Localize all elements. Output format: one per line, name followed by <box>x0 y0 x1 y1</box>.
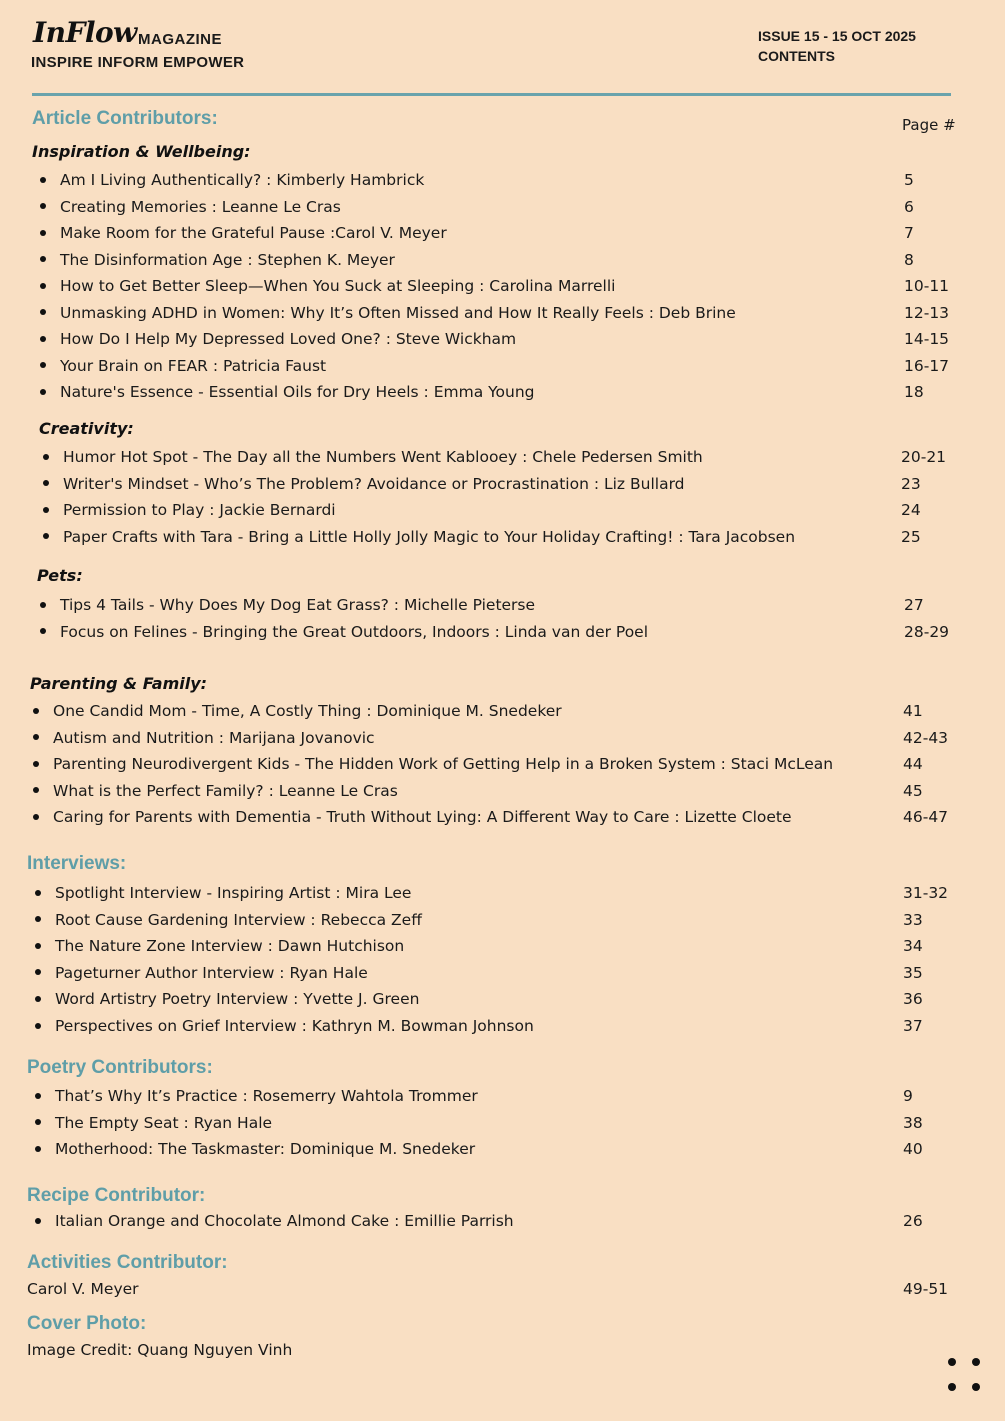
list-item-page-number: 25 <box>901 527 921 546</box>
list-item-title: One Candid Mom - Time, A Costly Thing : Dominique M. Snedeker <box>53 702 562 720</box>
list-item[interactable] <box>40 195 341 219</box>
magazine-word: MAGAZINE <box>138 31 222 48</box>
list-item-page-number: 40 <box>903 1140 923 1159</box>
list-item-title: Pageturner Author Interview : Ryan Hale <box>55 963 368 982</box>
bullet-icon <box>43 533 49 539</box>
list-item[interactable] <box>43 525 795 549</box>
list-item[interactable] <box>40 168 424 192</box>
decorative-dots-icon <box>944 1354 984 1394</box>
bullet-icon <box>35 996 41 1002</box>
list-item-title: Word Artistry Poetry Interview : Yvette J. Green <box>55 990 420 1009</box>
list-item-page-number: 9 <box>903 1087 913 1105</box>
bullet-icon <box>33 814 39 820</box>
bullet-icon <box>33 761 39 767</box>
category-title-creativity: Creativity: <box>39 419 134 438</box>
bullet-icon <box>35 1119 41 1125</box>
list-item[interactable] <box>33 726 375 750</box>
bullet-icon <box>40 256 46 262</box>
bullet-icon <box>40 177 46 183</box>
section-title-cover-photo: Cover Photo: <box>27 1313 147 1334</box>
list-item[interactable] <box>40 248 395 272</box>
list-item[interactable] <box>35 908 422 932</box>
list-item-page-number: 5 <box>904 171 914 189</box>
list-item-page-number: 37 <box>903 1017 923 1035</box>
section-title-activities: Activities Contributor: <box>27 1252 228 1273</box>
bullet-icon <box>40 283 46 289</box>
bullet-icon <box>40 309 46 315</box>
list-item-page-number: 45 <box>903 781 923 800</box>
category-title-parenting: Parenting & Family: <box>30 674 208 693</box>
list-item[interactable] <box>43 498 336 522</box>
bullet-icon <box>35 969 41 975</box>
list-item[interactable] <box>40 593 535 617</box>
list-item-page-number: 8 <box>904 250 914 269</box>
bullet-icon <box>40 336 46 342</box>
list-item-title: Caring for Parents with Dementia - Truth Without Lying: A Different Way to Care : Lizette Cloete <box>53 808 792 826</box>
list-item-page-number: 36 <box>903 990 923 1009</box>
cover-photo-credit: Image Credit: Quang Nguyen Vinh <box>27 1341 293 1359</box>
magazine-logo: InFlow <box>33 16 137 49</box>
bullet-icon <box>35 890 41 896</box>
list-item-page-number: 10-11 <box>904 277 950 295</box>
bullet-icon <box>40 230 46 236</box>
list-item-page-number: 6 <box>904 197 914 216</box>
list-item-title: Autism and Nutrition : Marijana Jovanovic <box>53 728 375 747</box>
bullet-icon <box>35 1093 41 1099</box>
bullet-icon <box>43 480 49 486</box>
bullet-icon <box>35 1146 41 1152</box>
issue-date: ISSUE 15 - 15 OCT 2025 <box>758 28 916 44</box>
list-item[interactable] <box>35 881 411 905</box>
list-item-page-number: 44 <box>903 755 923 773</box>
list-item-title: The Nature Zone Interview : Dawn Hutchison <box>55 937 405 956</box>
masthead <box>0 0 1005 100</box>
list-item-title: Make Room for the Grateful Pause :Carol V. Meyer <box>60 224 447 242</box>
list-item-title: Humor Hot Spot - The Day all the Numbers Went Kablooey : Chele Pedersen Smith <box>63 448 703 466</box>
bullet-icon <box>43 454 49 460</box>
list-item-title: Your Brain on FEAR : Patricia Faust <box>60 356 327 375</box>
list-item-page-number: 41 <box>903 702 923 720</box>
list-item-page-number: 20-21 <box>901 448 947 466</box>
list-item-page-number: 18 <box>904 383 924 401</box>
category-title-inspiration: Inspiration & Wellbeing: <box>32 142 251 161</box>
bullet-icon <box>40 389 46 395</box>
list-item-title: Motherhood: The Taskmaster: Dominique M. Snedeker <box>55 1140 476 1159</box>
bullet-icon <box>35 943 41 949</box>
bullet-icon <box>40 628 46 634</box>
bullet-icon <box>35 916 41 922</box>
list-item-title: Tips 4 Tails - Why Does My Dog Eat Grass? : Michelle Pieterse <box>60 596 536 614</box>
list-item[interactable] <box>35 961 368 985</box>
category-title-pets: Pets: <box>37 566 83 585</box>
list-item-title: Parenting Neurodivergent Kids - The Hidden Work of Getting Help in a Broken System : Staci McLean <box>53 755 834 773</box>
list-item-title: Nature's Essence - Essential Oils for Dry Heels : Emma Young <box>60 383 535 401</box>
list-item-page-number: 7 <box>904 224 914 242</box>
activities-page-number: 49-51 <box>903 1280 949 1298</box>
list-item-page-number: 16-17 <box>904 356 950 375</box>
list-item[interactable] <box>35 1084 478 1108</box>
contents-label: CONTENTS <box>758 48 835 64</box>
list-item-title: How to Get Better Sleep—When You Suck at Sleeping : Carolina Marrelli <box>60 277 616 295</box>
list-item[interactable] <box>40 327 516 351</box>
section-title-article-contributors: Article Contributors: <box>32 108 218 129</box>
list-item[interactable] <box>43 445 703 469</box>
bullet-icon <box>40 602 46 608</box>
bullet-icon <box>35 1218 41 1224</box>
section-title-poetry: Poetry Contributors: <box>27 1057 213 1078</box>
list-item[interactable] <box>35 1209 514 1233</box>
list-item[interactable] <box>35 1111 272 1135</box>
list-item-page-number: 46-47 <box>903 808 949 826</box>
list-item-title: Root Cause Gardening Interview : Rebecca Zeff <box>55 910 422 929</box>
list-item-page-number: 34 <box>903 937 923 956</box>
list-item-title: How Do I Help My Depressed Loved One? : Steve Wickham <box>60 330 517 348</box>
list-item-page-number: 35 <box>903 963 923 982</box>
bullet-icon <box>33 708 39 714</box>
bullet-icon <box>40 203 46 209</box>
bullet-icon <box>43 507 49 513</box>
section-title-interviews: Interviews: <box>27 853 127 874</box>
bullet-icon <box>40 362 46 368</box>
list-item-title: That’s Why It’s Practice : Rosemerry Wahtola Trommer <box>55 1087 478 1105</box>
list-item-title: Spotlight Interview - Inspiring Artist : Mira Lee <box>55 884 412 902</box>
list-item-page-number: 23 <box>901 474 921 493</box>
list-item-page-number: 38 <box>903 1113 923 1132</box>
list-item-title: Am I Living Authentically? : Kimberly Hambrick <box>60 171 425 189</box>
list-item[interactable] <box>43 472 685 496</box>
list-item[interactable] <box>33 779 398 803</box>
list-item-title: The Empty Seat : Ryan Hale <box>55 1113 273 1132</box>
activities-contributor-name: Carol V. Meyer <box>27 1280 139 1298</box>
list-item-page-number: 28-29 <box>904 622 950 641</box>
list-item[interactable] <box>35 934 404 958</box>
list-item-title: Creating Memories : Leanne Le Cras <box>60 197 341 216</box>
bullet-icon <box>35 1023 41 1029</box>
list-item-page-number: 42-43 <box>903 728 949 747</box>
list-item[interactable] <box>40 221 447 245</box>
list-item-title: Italian Orange and Chocolate Almond Cake : Emillie Parrish <box>55 1212 514 1230</box>
list-item[interactable] <box>40 380 535 404</box>
list-item[interactable] <box>40 354 326 378</box>
list-item-page-number: 14-15 <box>904 330 950 348</box>
list-item[interactable] <box>35 1137 475 1161</box>
list-item-title: Permission to Play : Jackie Bernardi <box>63 501 336 519</box>
list-item-page-number: 31-32 <box>903 884 949 902</box>
list-item-page-number: 33 <box>903 910 923 929</box>
list-item-title: The Disinformation Age : Stephen K. Meyer <box>60 250 395 269</box>
list-item-title: Focus on Felines - Bringing the Great Outdoors, Indoors : Linda van der Poel <box>60 622 649 641</box>
list-item-title: What is the Perfect Family? : Leanne Le Cras <box>53 781 398 800</box>
list-item-title: Paper Crafts with Tara - Bring a Little Holly Jolly Magic to Your Holiday Crafting! : Tara Jacobsen <box>63 527 796 546</box>
list-item-title: Perspectives on Grief Interview : Kathryn M. Bowman Johnson <box>55 1017 534 1035</box>
header-divider <box>32 93 951 96</box>
list-item-title: Writer's Mindset - Who’s The Problem? Avoidance or Procrastination : Liz Bullard <box>63 474 685 493</box>
list-item[interactable] <box>40 620 648 644</box>
section-title-recipe: Recipe Contributor: <box>27 1185 206 1206</box>
tagline: INSPIRE INFORM EMPOWER <box>31 54 245 71</box>
list-item-page-number: 26 <box>903 1212 923 1230</box>
list-item[interactable] <box>35 987 419 1011</box>
list-item[interactable] <box>33 805 792 829</box>
bullet-icon <box>33 734 39 740</box>
list-item[interactable] <box>33 752 833 776</box>
list-item-page-number: 27 <box>904 596 924 614</box>
page-number-heading: Page # <box>902 116 956 134</box>
list-item-title: Unmasking ADHD in Women: Why It’s Often Missed and How It Really Feels : Deb Brine <box>60 303 736 322</box>
bullet-icon <box>33 787 39 793</box>
issue-info <box>758 26 916 66</box>
list-item[interactable] <box>40 274 615 298</box>
list-item-page-number: 12-13 <box>904 303 950 322</box>
list-item[interactable] <box>40 301 736 325</box>
list-item[interactable] <box>33 699 562 723</box>
list-item[interactable] <box>35 1014 534 1038</box>
list-item-page-number: 24 <box>901 501 921 519</box>
